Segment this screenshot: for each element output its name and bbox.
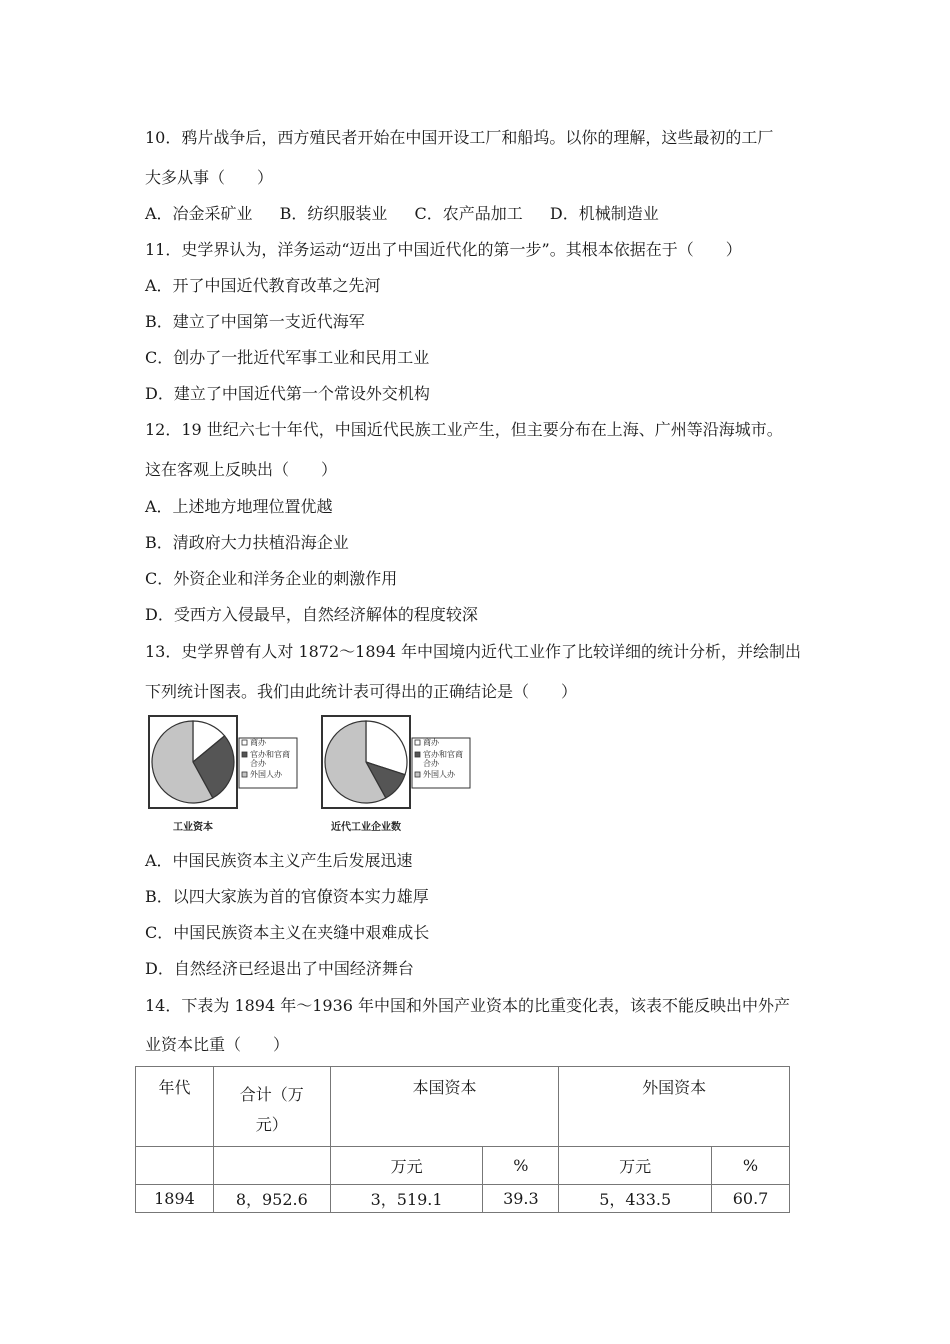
pie-title-0: 工业资本	[173, 822, 213, 833]
q12-option-c: C．外资企业和洋务企业的刺激作用	[145, 569, 398, 588]
legend-label-1-1-cont: 合办	[423, 759, 439, 768]
q10-option-b: B．纺织服装业	[279, 204, 388, 223]
q10-stem-line1: 10．鸦片战争后，西方殖民者开始在中国开设工厂和船坞。以你的理解，这些最初的工厂	[145, 128, 774, 147]
legend-swatch-0-1	[242, 752, 247, 757]
capital-table	[135, 1066, 790, 1213]
header-total-line2: 元）	[255, 1115, 288, 1134]
cell-domestic-wan: 3，519.1	[330, 1185, 483, 1213]
q11-stem: 11．史学界认为，洋务运动“迈出了中国近代化的第一步”。其根本依据在于（ ）	[145, 240, 742, 259]
q10-option-d: D．机械制造业	[549, 204, 659, 223]
q13-figure	[145, 712, 475, 837]
q12-stem-line1: 12．19 世纪六七十年代，中国近代民族工业产生，但主要分布在上海、广州等沿海城市。	[145, 420, 783, 439]
cell-total: 8，952.6	[213, 1185, 330, 1213]
cell-year: 1894	[136, 1185, 214, 1213]
legend-label-1-0: 商办	[423, 738, 439, 747]
legend-swatch-0-0	[242, 740, 247, 745]
table-subheader-row	[136, 1147, 790, 1185]
pie-title-1: 近代工业企业数	[331, 822, 401, 833]
legend-label-0-2: 外国人办	[250, 770, 282, 779]
cell-foreign-pct: 60.7	[712, 1185, 790, 1213]
q11-option-b: B．建立了中国第一支近代海军	[145, 312, 365, 331]
q13-option-a: A．中国民族资本主义产生后发展迅速	[145, 851, 413, 870]
subheader-foreign-wan: 万元	[559, 1147, 712, 1185]
q13-option-b: B．以四大家族为首的官僚资本实力雄厚	[145, 887, 429, 906]
q10-options	[145, 204, 681, 224]
q11-option-d: D．建立了中国近代第一个常设外交机构	[145, 384, 430, 403]
q12-option-b: B．清政府大力扶植沿海企业	[145, 533, 349, 552]
legend-swatch-1-0	[415, 740, 420, 745]
q13-option-d: D．自然经济已经退出了中国经济舞台	[145, 959, 414, 978]
table-header-row	[136, 1067, 790, 1147]
q14-stem-line1: 14．下表为 1894 年～1936 年中国和外国产业资本的比重变化表，该表不能反映出中外产	[145, 996, 791, 1015]
legend-swatch-1-2	[415, 772, 420, 777]
q14-stem-line2: 业资本比重（ ）	[145, 1035, 290, 1054]
pie-charts	[145, 712, 475, 837]
q11-option-c: C．创办了一批近代军事工业和民用工业	[145, 348, 430, 367]
legend-swatch-0-2	[242, 772, 247, 777]
subheader-foreign-pct: %	[712, 1147, 790, 1185]
header-foreign: 外国资本	[559, 1067, 790, 1147]
subheader-domestic-wan: 万元	[330, 1147, 483, 1185]
table-row	[136, 1185, 790, 1213]
q12-option-a: A．上述地方地理位置优越	[145, 497, 333, 516]
q12-option-d: D．受西方入侵最早，自然经济解体的程度较深	[145, 605, 478, 624]
legend-swatch-1-1	[415, 752, 420, 757]
legend-label-0-1: 官办和官商	[250, 750, 290, 759]
q10-option-c: C．农产品加工	[414, 204, 523, 223]
header-year: 年代	[136, 1067, 214, 1147]
q12-stem-line2: 这在客观上反映出（ ）	[145, 460, 338, 479]
q13-stem-line2: 下列统计图表。我们由此统计表可得出的正确结论是（ ）	[145, 682, 578, 701]
legend-label-1-1: 官办和官商	[423, 750, 463, 759]
legend-label-0-1-cont: 合办	[250, 759, 266, 768]
q11-option-a: A．开了中国近代教育改革之先河	[145, 276, 381, 295]
header-total	[213, 1067, 330, 1147]
legend-box-0	[239, 738, 297, 788]
cell-domestic-pct: 39.3	[483, 1185, 559, 1213]
legend-label-0-0: 商办	[250, 738, 266, 747]
header-total-line1: 合计（万	[239, 1085, 304, 1104]
q10-option-a: A．冶金采矿业	[145, 204, 253, 223]
header-domestic: 本国资本	[330, 1067, 559, 1147]
cell-foreign-wan: 5，433.5	[559, 1185, 712, 1213]
legend-box-1	[412, 738, 470, 788]
q13-option-c: C．中国民族资本主义在夹缝中艰难成长	[145, 923, 430, 942]
legend-label-1-2: 外国人办	[423, 770, 455, 779]
subheader-domestic-pct: %	[483, 1147, 559, 1185]
q10-stem-line2: 大多从事（ ）	[145, 168, 274, 187]
q13-stem-line1: 13．史学界曾有人对 1872～1894 年中国境内近代工业作了比较详细的统计分析，并绘制出	[145, 642, 801, 661]
